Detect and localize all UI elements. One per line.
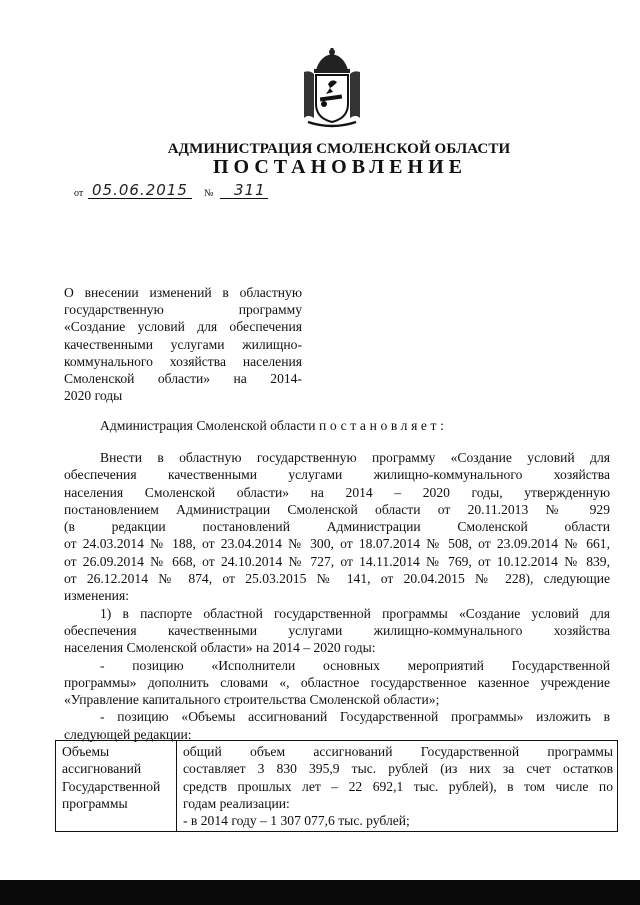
table-value-line: общий объем ассигнований Государственной программы <box>183 744 613 759</box>
decree-line <box>100 418 447 434</box>
table-label-line: программы <box>62 795 128 811</box>
table-value-line: годам реализации: <box>183 795 290 811</box>
decree-text: Администрация Смоленской области <box>100 418 316 433</box>
table-label-line: Объемы <box>62 744 110 759</box>
body-line: «Управление капитального строительства Смоленской области»; <box>64 692 440 708</box>
date-prefix: от <box>74 188 84 199</box>
date-number-line <box>74 181 394 203</box>
subject-line: 2020 годы <box>64 388 123 404</box>
body-line: 1) в паспорте областной государственной программы «Создание условий для <box>100 605 610 621</box>
body-line: Внести в областную государственную программу «Создание условий для <box>100 450 610 465</box>
body-line: населения Смоленской области» на 2014 – 2020 годы: <box>64 640 376 656</box>
table-value-line: средств прошлых лет – 22 692,1 тыс. рублей), в том числе по <box>183 778 613 794</box>
body-line: постановлением Администрации Смоленской области от 20.11.2013 № 929 <box>64 501 610 517</box>
table-label-line: Государственной <box>62 778 161 794</box>
body-line: обеспечения качественными услугами жилищно-коммунального хозяйства <box>64 622 610 638</box>
table-row <box>56 741 618 832</box>
subject-line: государственную программу <box>64 302 302 318</box>
smolensk-coat-of-arms-icon <box>300 48 364 128</box>
body-line: обеспечения качественными услугами жилищно-коммунального хозяйства <box>64 467 610 483</box>
scan-edge-bar <box>0 880 640 905</box>
table-label-line: ассигнований <box>62 761 142 777</box>
allocation-table <box>55 740 618 832</box>
body-line: (в редакции постановлений Администрации Смоленской области <box>64 519 610 535</box>
body-line: от 26.09.2014 № 668, от 24.10.2014 № 727, от 14.11.2014 № 769, от 10.12.2014 № 839, <box>64 553 610 569</box>
subject-line: Смоленской области» на 2014- <box>64 371 302 387</box>
decree-verb: постановляет: <box>318 418 448 433</box>
subject-line: «Создание условий для обеспечения <box>64 319 302 335</box>
body-line: от 26.12.2014 № 874, от 25.03.2015 № 141, от 20.04.2015 № 228), следующие <box>64 571 610 587</box>
body-line: изменения: <box>64 588 129 604</box>
body-line: населения Смоленской области» на 2014 – 2020 годы, утвержденную <box>64 484 610 500</box>
body-line: - позицию «Объемы ассигнований Государственной программы» изложить в <box>100 709 610 725</box>
table-value-line: - в 2014 году – 1 307 077,6 тыс. рублей; <box>183 813 410 829</box>
subject-line: О внесении изменений в областную <box>64 285 302 300</box>
subject-line: коммунального хозяйства населения <box>64 353 302 369</box>
table-cell-label <box>56 741 177 832</box>
scan-margin <box>0 872 640 880</box>
subject-line: качественными услугами жилищно- <box>64 336 302 352</box>
body-line: - позицию «Исполнители основных мероприятий Государственной <box>100 657 610 673</box>
document-body <box>64 449 610 743</box>
number-prefix: № <box>204 188 214 199</box>
document-type-heading: ПОСТАНОВЛЕНИЕ <box>213 156 467 178</box>
body-line: следующей редакции: <box>64 726 192 742</box>
body-line: от 24.03.2014 № 188, от 23.04.2014 № 300, от 18.07.2014 № 508, от 23.09.2014 № 661, <box>64 536 610 552</box>
table-value-line: составляет 3 830 395,9 тыс. рублей (из них за счет остатков <box>183 761 613 777</box>
number-value: 311 <box>234 181 266 199</box>
organization-title: АДМИНИСТРАЦИЯ СМОЛЕНСКОЙ ОБЛАСТИ <box>167 141 511 157</box>
document-subject <box>64 284 302 404</box>
table-cell-value <box>177 741 618 832</box>
date-value: 05.06.2015 <box>92 181 188 199</box>
body-line: программы» дополнить словами «, областное государственное казенное учреждение <box>64 674 610 690</box>
